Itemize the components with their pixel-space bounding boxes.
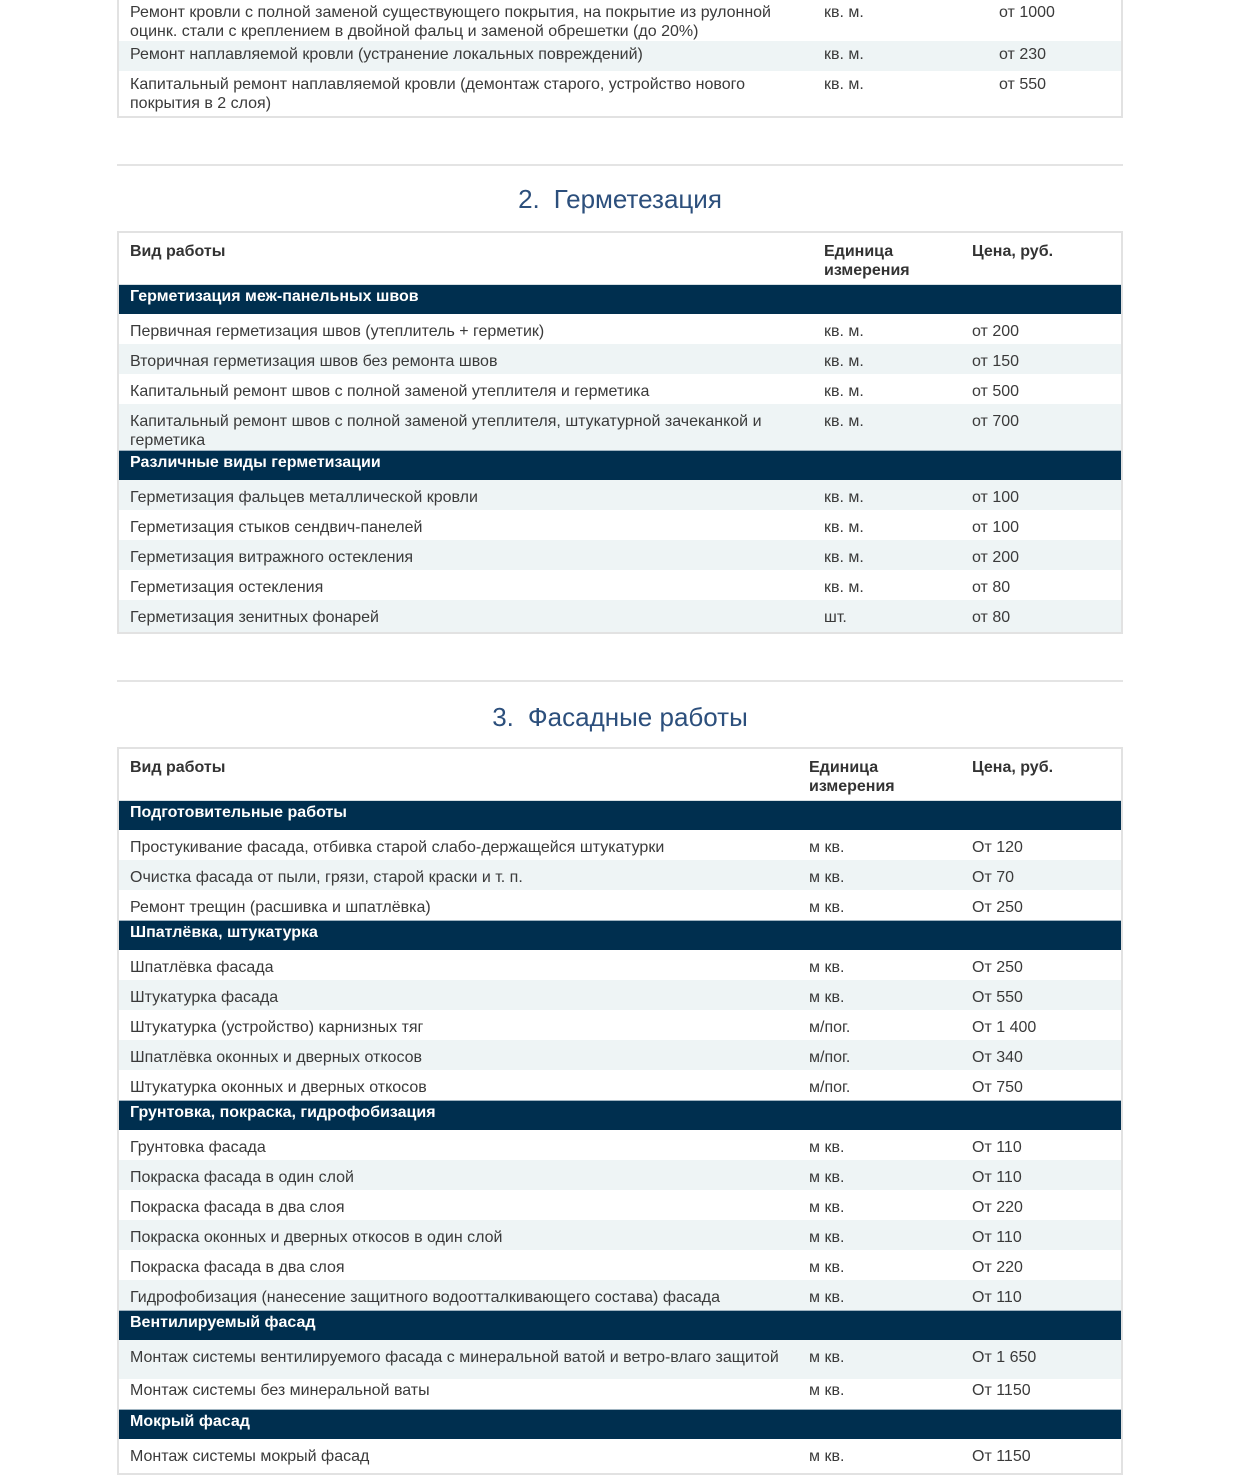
unit-cell: м кв. [798, 1280, 961, 1311]
table-row [118, 570, 1122, 600]
price-cell: От 120 [961, 830, 1122, 860]
facade-price-table [117, 747, 1123, 1475]
unit-cell: м/пог. [798, 1010, 961, 1040]
group-header-row [118, 1311, 1122, 1341]
group-header: Вентилируемый фасад [118, 1311, 1122, 1341]
work-cell: Покраска фасада в один слой [118, 1160, 798, 1190]
column-header-unit: Единица измерения [798, 748, 961, 801]
work-cell: Капитальный ремонт швов с полной заменой утеплителя, штукатурной зачеканкой и герметика [118, 404, 813, 451]
work-cell: Герметизация витражного остекления [118, 540, 813, 570]
group-header-row [118, 285, 1122, 315]
group-header-row [118, 921, 1122, 951]
table-row [118, 1280, 1122, 1311]
unit-cell: кв. м. [813, 41, 975, 71]
price-cell: От 70 [961, 860, 1122, 890]
table-row [118, 1130, 1122, 1160]
work-cell: Штукатурка оконных и дверных откосов [118, 1070, 798, 1101]
unit-cell: м кв. [798, 1379, 961, 1410]
price-cell: от 1000 [975, 0, 1122, 41]
price-cell: от 150 [961, 344, 1122, 374]
table-row [118, 404, 1122, 451]
roofing-price-table [117, 0, 1123, 118]
group-header-row [118, 1410, 1122, 1440]
unit-cell: м кв. [798, 830, 961, 860]
table-row [118, 890, 1122, 921]
price-cell: От 110 [961, 1160, 1122, 1190]
work-cell: Капитальный ремонт наплавляемой кровли (демонтаж старого, устройство нового покрытия в 2 слоя) [118, 71, 813, 117]
group-header: Герметизация меж-панельных швов [118, 285, 1122, 315]
price-cell: От 340 [961, 1040, 1122, 1070]
group-header: Различные виды герметизации [118, 451, 1122, 481]
work-cell: Штукатурка фасада [118, 980, 798, 1010]
unit-cell: м кв. [798, 1130, 961, 1160]
table-row [118, 600, 1122, 633]
group-header: Грунтовка, покраска, гидрофобизация [118, 1101, 1122, 1131]
section-title-text: Фасадные работы [527, 702, 748, 732]
price-cell: От 110 [961, 1280, 1122, 1311]
table-header-row [118, 232, 1122, 285]
column-header-unit: Единица измерения [813, 232, 961, 285]
price-cell: от 100 [961, 480, 1122, 510]
work-cell: Ремонт кровли с полной заменой существующего покрытия, на покрытие из рулонной оцинк. стали с креплением в двойной фальц и заменой обрешетки (до 20%) [118, 0, 813, 41]
table-row [118, 860, 1122, 890]
work-cell: Покраска фасада в два слоя [118, 1190, 798, 1220]
work-cell: Очистка фасада от пыли, грязи, старой краски и т. п. [118, 860, 798, 890]
unit-cell: кв. м. [813, 480, 961, 510]
table-row [118, 374, 1122, 404]
work-cell: Монтаж системы мокрый фасад [118, 1439, 798, 1474]
price-cell: От 220 [961, 1190, 1122, 1220]
unit-cell: м кв. [798, 1340, 961, 1379]
work-cell: Штукатурка (устройство) карнизных тяг [118, 1010, 798, 1040]
work-cell: Ремонт трещин (расшивка и шпатлёвка) [118, 890, 798, 921]
table-row [118, 314, 1122, 344]
unit-cell: м кв. [798, 1220, 961, 1250]
price-cell: От 1150 [961, 1379, 1122, 1410]
table-row [118, 830, 1122, 860]
price-cell: от 700 [961, 404, 1122, 451]
column-header-work: Вид работы [118, 232, 813, 285]
table-row [118, 1379, 1122, 1410]
price-cell: от 100 [961, 510, 1122, 540]
price-cell: От 750 [961, 1070, 1122, 1101]
price-cell: от 230 [975, 41, 1122, 71]
table-row [118, 510, 1122, 540]
column-header-work: Вид работы [118, 748, 798, 801]
work-cell: Герметизация остекления [118, 570, 813, 600]
price-cell: от 80 [961, 600, 1122, 633]
table-row [118, 1220, 1122, 1250]
price-cell: От 110 [961, 1130, 1122, 1160]
price-list-page [117, 0, 1123, 1475]
group-header: Шпатлёвка, штукатурка [118, 921, 1122, 951]
table-row [118, 540, 1122, 570]
table-row [118, 71, 1122, 117]
unit-cell: шт. [813, 600, 961, 633]
section-title-sealing [117, 184, 1123, 214]
section-title-text: Герметезация [553, 184, 722, 214]
table-row [118, 950, 1122, 980]
table-row [118, 1340, 1122, 1379]
section-title-facade [117, 702, 1123, 732]
work-cell: Герметизация зенитных фонарей [118, 600, 813, 633]
table-row [118, 1010, 1122, 1040]
group-header-row [118, 451, 1122, 481]
table-row [118, 1250, 1122, 1280]
work-cell: Грунтовка фасада [118, 1130, 798, 1160]
work-cell: Герметизация стыков сендвич-панелей [118, 510, 813, 540]
unit-cell: м кв. [798, 1190, 961, 1220]
sealing-price-table [117, 231, 1123, 634]
work-cell: Монтаж системы вентилируемого фасада с минеральной ватой и ветро-влаго защитой [118, 1340, 798, 1379]
price-cell: от 500 [961, 374, 1122, 404]
group-header-row [118, 801, 1122, 831]
group-header: Мокрый фасад [118, 1410, 1122, 1440]
unit-cell: м кв. [798, 1439, 961, 1474]
table-row [118, 480, 1122, 510]
price-cell: от 80 [961, 570, 1122, 600]
unit-cell: кв. м. [813, 540, 961, 570]
unit-cell: м кв. [798, 1160, 961, 1190]
work-cell: Монтаж системы без минеральной ваты [118, 1379, 798, 1410]
group-header: Подготовительные работы [118, 801, 1122, 831]
price-cell: От 220 [961, 1250, 1122, 1280]
table-row [118, 0, 1122, 41]
unit-cell: кв. м. [813, 404, 961, 451]
work-cell: Капитальный ремонт швов с полной заменой утеплителя и герметика [118, 374, 813, 404]
work-cell: Вторичная герметизация швов без ремонта швов [118, 344, 813, 374]
work-cell: Шпатлёвка оконных и дверных откосов [118, 1040, 798, 1070]
column-header-price: Цена, руб. [961, 232, 1122, 285]
unit-cell: м кв. [798, 890, 961, 921]
unit-cell: кв. м. [813, 374, 961, 404]
table-row [118, 1070, 1122, 1101]
work-cell: Шпатлёвка фасада [118, 950, 798, 980]
unit-cell: кв. м. [813, 510, 961, 540]
unit-cell: м кв. [798, 950, 961, 980]
unit-cell: м кв. [798, 980, 961, 1010]
section-number: 3. [492, 702, 514, 732]
unit-cell: кв. м. [813, 314, 961, 344]
work-cell: Герметизация фальцев металлической кровли [118, 480, 813, 510]
work-cell: Простукивание фасада, отбивка старой слабо-держащейся штукатурки [118, 830, 798, 860]
work-cell: Ремонт наплавляемой кровли (устранение локальных повреждений) [118, 41, 813, 71]
price-cell: От 110 [961, 1220, 1122, 1250]
price-cell: От 550 [961, 980, 1122, 1010]
unit-cell: м/пог. [798, 1070, 961, 1101]
table-row [118, 1439, 1122, 1474]
price-cell: от 200 [961, 540, 1122, 570]
section-number: 2. [518, 184, 540, 214]
price-cell: от 200 [961, 314, 1122, 344]
table-row [118, 344, 1122, 374]
unit-cell: кв. м. [813, 570, 961, 600]
unit-cell: кв. м. [813, 71, 975, 117]
unit-cell: м/пог. [798, 1040, 961, 1070]
price-cell: От 250 [961, 890, 1122, 921]
work-cell: Покраска фасада в два слоя [118, 1250, 798, 1280]
table-row [118, 980, 1122, 1010]
table-row [118, 1190, 1122, 1220]
unit-cell: м кв. [798, 860, 961, 890]
price-cell: От 1 400 [961, 1010, 1122, 1040]
price-cell: От 1 650 [961, 1340, 1122, 1379]
unit-cell: кв. м. [813, 0, 975, 41]
table-row [118, 1040, 1122, 1070]
price-cell: От 250 [961, 950, 1122, 980]
work-cell: Первичная герметизация швов (утеплитель + герметик) [118, 314, 813, 344]
price-cell: От 1150 [961, 1439, 1122, 1474]
unit-cell: кв. м. [813, 344, 961, 374]
unit-cell: м кв. [798, 1250, 961, 1280]
work-cell: Гидрофобизация (нанесение защитного водоотталкивающего состава) фасада [118, 1280, 798, 1311]
column-header-price: Цена, руб. [961, 748, 1122, 801]
price-cell: от 550 [975, 71, 1122, 117]
table-header-row [118, 748, 1122, 801]
group-header-row [118, 1101, 1122, 1131]
table-row [118, 41, 1122, 71]
work-cell: Покраска оконных и дверных откосов в один слой [118, 1220, 798, 1250]
table-row [118, 1160, 1122, 1190]
